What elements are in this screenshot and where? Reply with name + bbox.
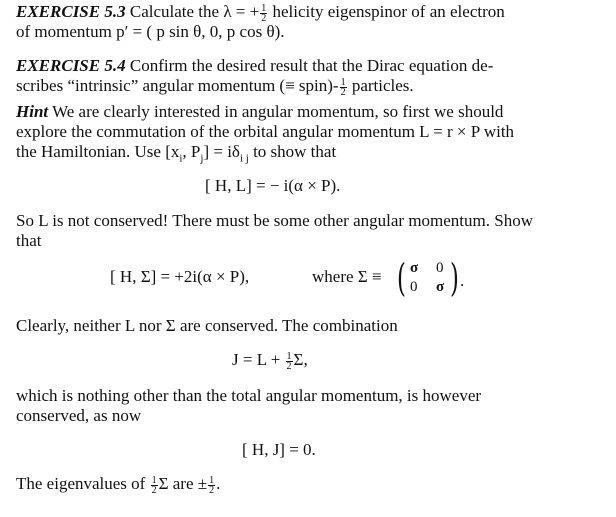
hint-label: Hint xyxy=(16,102,49,121)
hint-line-2: explore the commutation of the orbital angular momentum L = r × P with xyxy=(16,122,515,141)
exercise-5-3-line-1 xyxy=(16,2,505,23)
matrix-cell: σ xyxy=(436,279,445,295)
equation-h-l-commutator: [ H, L] = − i(α × P). xyxy=(205,176,341,195)
hint-line-1: Hint We are clearly interested in angular momentum, so first we should xyxy=(16,102,504,121)
hint-line-3: the Hamiltonian. Use [$x_i$, $P_j] = i\delta_{i j}$ to show that xyxy=(16,142,337,165)
paragraph-2-line-2: that xyxy=(16,231,42,250)
matrix-cell: 0 xyxy=(410,279,418,295)
exercise-5-4-line-2: scribes “intrinsic” angular momentum (≡ spin)- $\frac{1}{2}$ particles. xyxy=(16,76,414,98)
paragraph-4-line-1: which is nothing other than the total angular momentum, is however xyxy=(16,386,482,405)
sigma-matrix xyxy=(396,256,460,300)
exercise-5-3-label: EXERCISE 5.3 xyxy=(16,2,126,21)
exercise-5-4-label: EXERCISE 5.4 xyxy=(16,56,126,75)
fraction-half: $\frac{1}{2}$ xyxy=(151,474,157,496)
paragraph-3: Clearly, neither L nor Σ are conserved. The combination xyxy=(16,316,398,335)
fraction-half: $\frac{1}{2}$ xyxy=(209,474,215,496)
matrix-cell: 0 xyxy=(436,260,444,276)
equation-total-angular-momentum: J = L + $\frac{1}{2}$ Σ, xyxy=(232,350,308,372)
exercise-5-4-line-1 xyxy=(16,56,493,76)
paragraph-4-line-2: conserved, as now xyxy=(16,406,142,425)
exercise-5-4-text: Confirm the desired result that the Dirac equation de- xyxy=(129,56,494,75)
equation-h-j-commutator: [ H, J] = 0. xyxy=(242,440,316,459)
equation-h-sigma-commutator: [ H, Σ] = +2i(α × P), xyxy=(110,267,250,286)
fraction-half: $\frac{1}{2}$ xyxy=(261,2,267,24)
exercise-5-3-text: Calculate the λ = + xyxy=(129,2,260,21)
exercise-5-3-line-2: of momentum p′ = ( p sin θ, 0, p cos θ). xyxy=(16,22,285,41)
right-paren: ) xyxy=(450,256,460,300)
exercise-5-3-text-end: helicity eigenspinor of an electron xyxy=(272,2,505,21)
equation-sigma-definition: where Σ ≡ xyxy=(312,267,382,286)
left-paren: ( xyxy=(396,256,406,300)
final-line: The eigenvalues of $\frac{1}{2}$ Σ are ± $\frac{1}{2}$ . xyxy=(16,474,221,496)
matrix-cell: σ xyxy=(410,260,419,276)
fraction-half: $\frac{1}{2}$ xyxy=(340,76,346,98)
equation-2-period: . xyxy=(460,271,465,290)
paragraph-2-line-1: So L is not conserved! There must be some other angular momentum. Show xyxy=(16,211,533,230)
fraction-half: $\frac{1}{2}$ xyxy=(286,350,292,372)
